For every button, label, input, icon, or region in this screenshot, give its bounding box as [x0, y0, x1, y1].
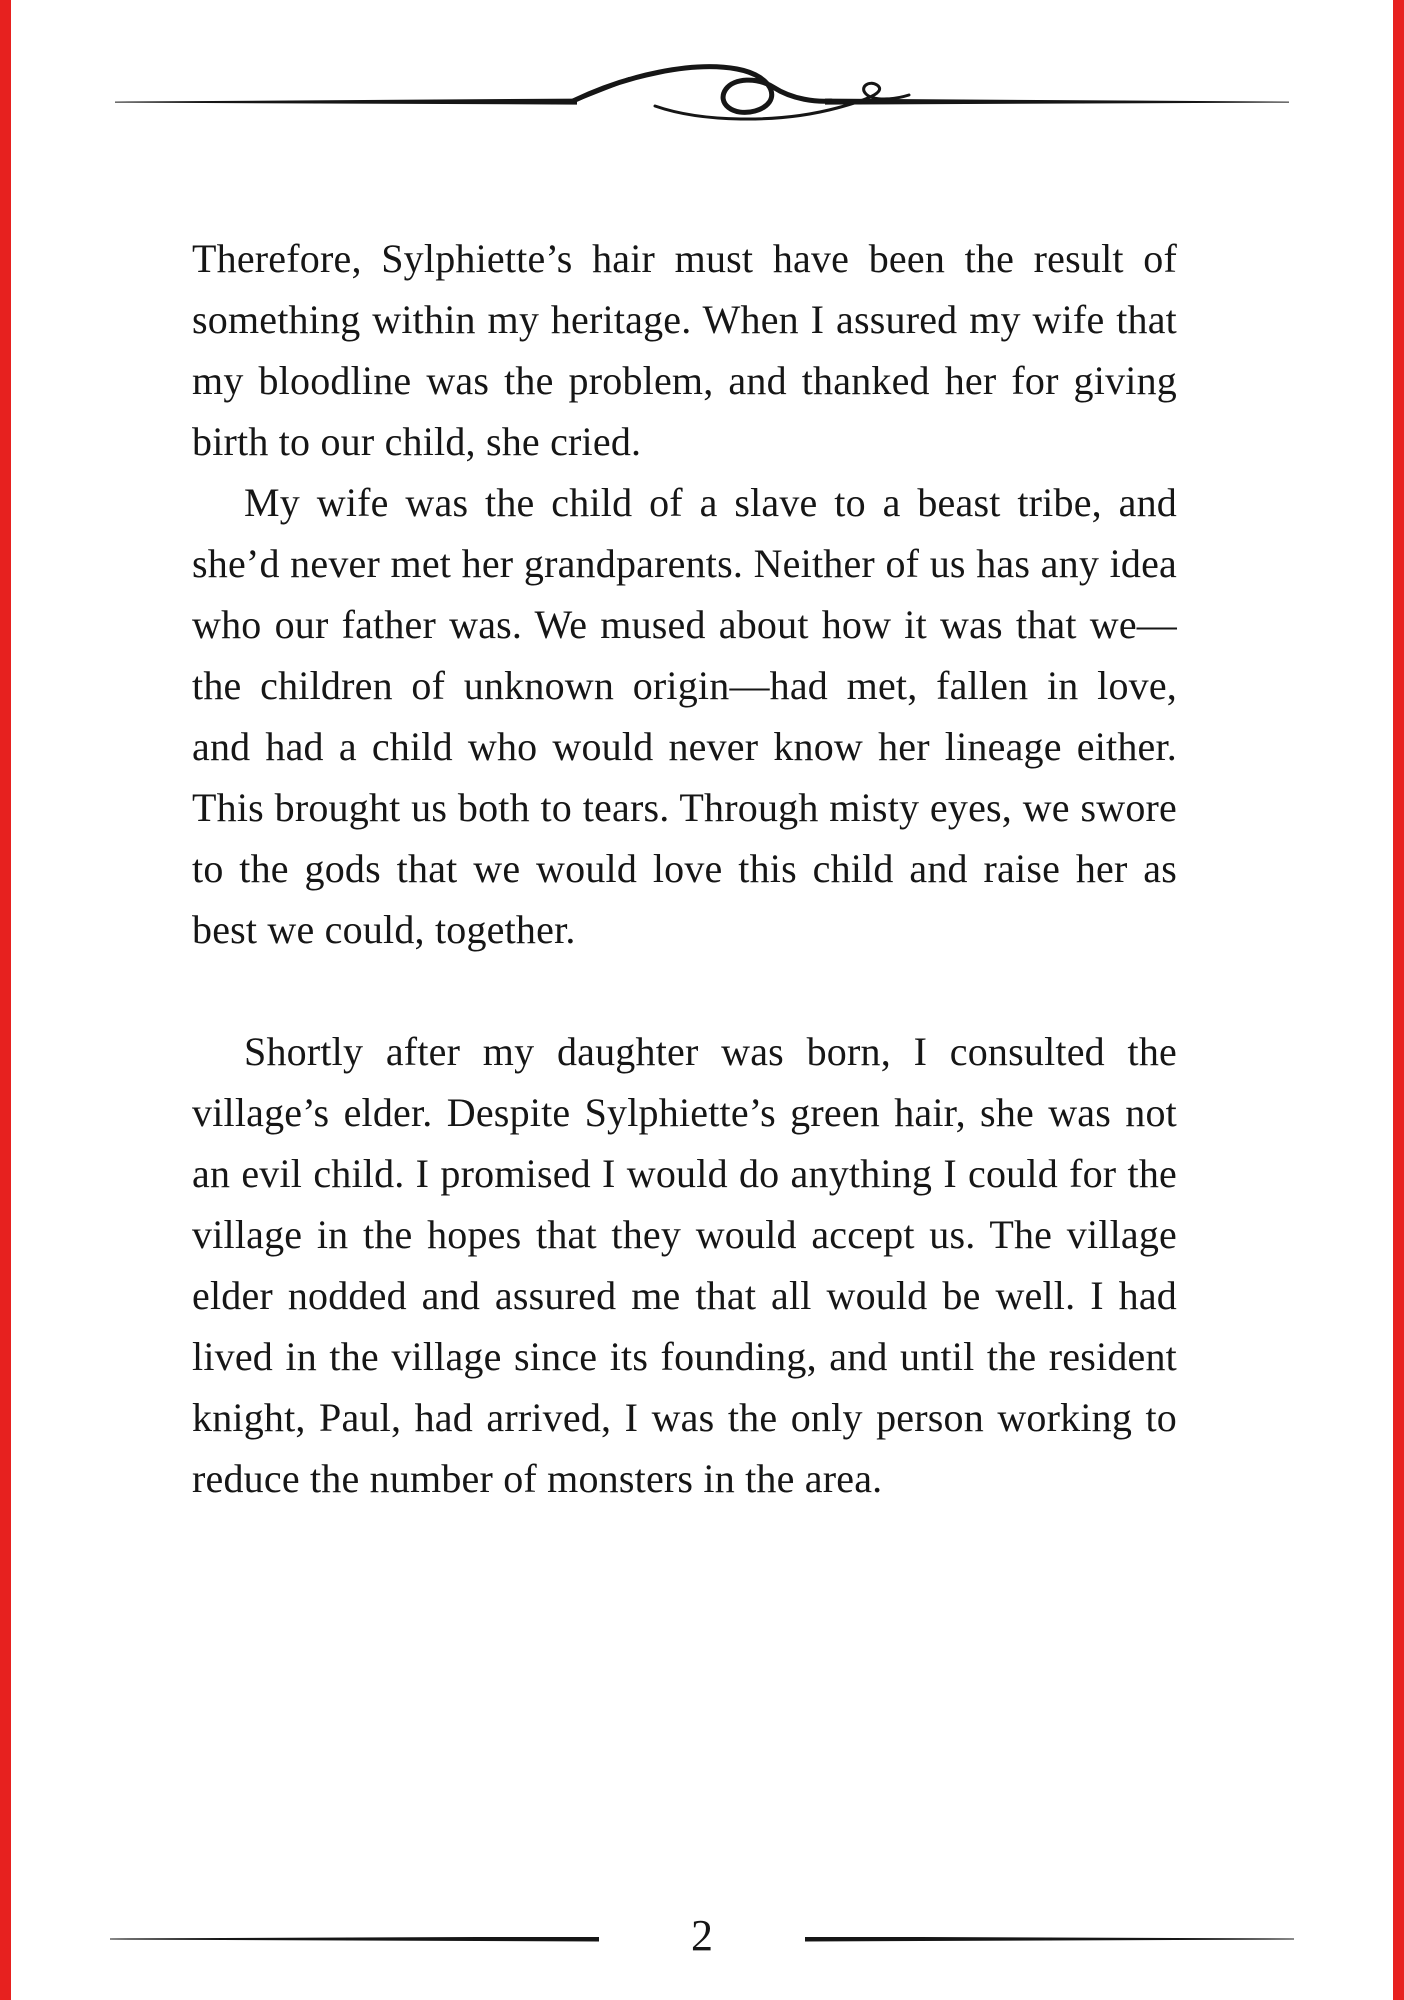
chapter-header-ornament: [115, 55, 1289, 145]
paragraph-1: Therefore, Sylphiette’s hair must have been the result of something within my heritage. When I assured my wife that my bloodline was the problem, and thanked her for giving birth to our child, she cried.: [192, 236, 1177, 464]
right-edge-bar: [1393, 0, 1404, 2000]
footer-rule-left: [110, 1937, 599, 1942]
page-text: [192, 228, 1177, 1509]
left-edge-bar: [0, 0, 11, 2000]
page-number: 2: [691, 1911, 713, 1960]
paragraph-3: Shortly after my daughter was born, I consulted the village’s elder. Despite Sylphiette’s green hair, she was not an evil child. I promised I would do anything I could for the village in the hopes that they would accept us. The village elder nodded and assured me that all would be well. I had lived in the village since its founding, and until the resident knight, Paul, had arrived, I was the only person working to reduce the number of monsters in the area.: [192, 1029, 1177, 1501]
flourish-divider-icon: [115, 55, 1289, 145]
footer-rule-right: [805, 1937, 1294, 1942]
page-footer: [110, 1908, 1294, 1970]
paragraph-2: My wife was the child of a slave to a beast tribe, and she’d never met her grandparents. Neither of us has any idea who our father was. We mused about how it was that we—the children of unknown origin—had met, fallen in love, and had a child who would never know her lineage either. This brought us both to tears. Through misty eyes, we swore to the gods that we would love this child and raise her as best we could, together.: [192, 480, 1177, 952]
